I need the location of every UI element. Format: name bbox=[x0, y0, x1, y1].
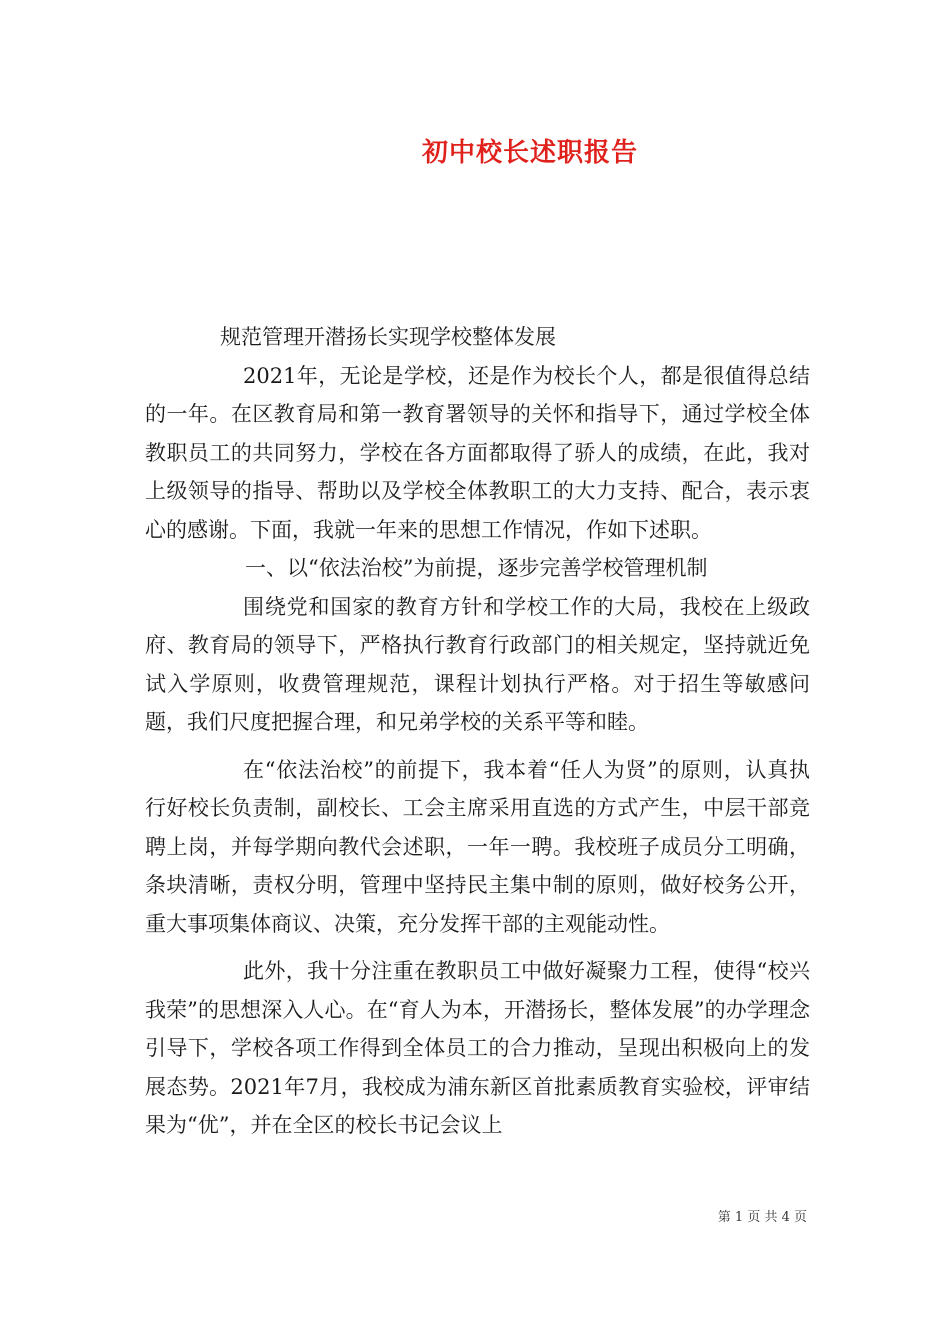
document-subtitle: 规范管理开潜扬长实现学校整体发展 bbox=[220, 325, 556, 349]
document-title: 初中校长述职报告 bbox=[421, 138, 638, 168]
paragraph-2: 围绕党和国家的教育方针和学校工作的大局，我校在上级政府、教育局的领导下，严格执行教育行政部门的相关规定，坚持就近免试入学原则，收费管理规范，课程计划执行严格。对于招生等敏感问题，我们尺度把握合理，和兄弟学校的关系平等和睦。 bbox=[145, 594, 810, 734]
paragraph-4: 此外，我十分注重在教职员工中做好凝聚力工程，使得“校兴我荣”的思想深入人心。在“育人为本，开潜扬长，整体发展”的办学理念引导下，学校各项工作得到全体员工的合力推动，呈现出积极向上的发展态势。2021年7月，我校成为浦东新区首批素质教育实验校，评审结果为“优”，并在全区的校长书记会议上 bbox=[145, 959, 810, 1137]
paragraph-intro: 2021年，无论是学校，还是作为校长个人，都是很值得总结的一年。在区教育局和第一教育署领导的关怀和指导下，通过学校全体教职员工的共同努力，学校在各方面都取得了骄人的成绩，在此，我对上级领导的指导、帮助以及学校全体教职工的大力支持、配合，表示衷心的感谢。下面，我就一年来的思想工作情况，作如下述职。 bbox=[145, 363, 810, 542]
document-body bbox=[145, 318, 810, 1145]
paragraph-3: 在“依法治校”的前提下，我本着“任人为贤”的原则，认真执行好校长负责制，副校长、工会主席采用直选的方式产生，中层干部竞聘上岗，并每学期向教代会述职，一年一聘。我校班子成员分工明确，条块清晰，责权分明，管理中坚持民主集中制的原则，做好校务公开，重大事项集体商议、决策，充分发挥干部的主观能动性。 bbox=[145, 757, 810, 936]
section-heading-1: 一、以“依法治校”为前提，逐步完善学校管理机制 bbox=[245, 556, 708, 580]
page-number: 第 1 页 共 4 页 bbox=[717, 1210, 807, 1225]
